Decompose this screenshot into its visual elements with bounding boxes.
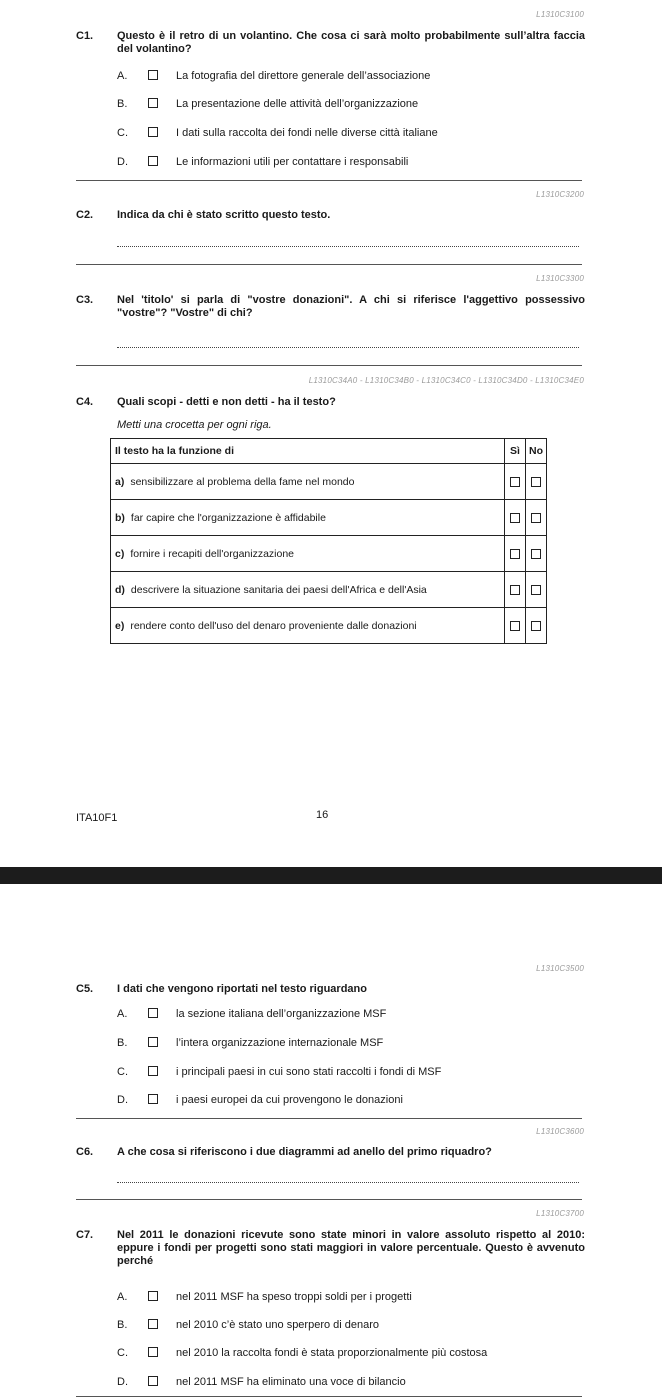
- booklet-code: ITA10F1: [76, 812, 118, 824]
- no-cell[interactable]: [526, 500, 547, 536]
- question-text: A che cosa si riferiscono i due diagrammi ad anello del primo riquadro?: [117, 1146, 492, 1158]
- option-text: l’intera organizzazione internazionale MSF: [176, 1037, 384, 1049]
- option-text: i paesi europei da cui provengono le donazioni: [176, 1094, 403, 1106]
- checkbox[interactable]: [148, 156, 158, 166]
- purpose-table: [110, 438, 547, 644]
- page-number: 16: [316, 809, 329, 821]
- answer-line[interactable]: [117, 246, 579, 247]
- option-letter: A.: [117, 70, 128, 82]
- option-text: nel 2011 MSF ha speso troppi soldi per i progetti: [176, 1291, 412, 1303]
- answer-option-c[interactable]: [0, 1066, 662, 1080]
- option-text: La presentazione delle attività dell’organizzazione: [176, 98, 419, 110]
- option-letter: D.: [117, 1094, 128, 1106]
- page-separator: [0, 867, 662, 884]
- yes-checkbox[interactable]: [510, 585, 520, 595]
- question-text: Quali scopi - detti e non detti - ha il testo?: [117, 396, 336, 408]
- question-text: I dati che vengono riportati nel testo riguardano: [117, 983, 367, 995]
- yes-cell[interactable]: [505, 608, 526, 644]
- no-checkbox[interactable]: [531, 513, 541, 523]
- item-code: L1310C3600: [536, 1127, 584, 1136]
- option-text: nel 2010 la raccolta fondi è stata proporzionalmente più costosa: [176, 1347, 488, 1359]
- checkbox[interactable]: [148, 1037, 158, 1047]
- header-yes: Sì: [505, 439, 526, 464]
- answer-option-d[interactable]: [0, 1376, 662, 1390]
- row-text: sensibilizzare al problema della fame nel mondo: [130, 475, 355, 488]
- answer-option-a[interactable]: [0, 1008, 662, 1022]
- row-text: rendere conto dell'uso del denaro proveniente dalle donazioni: [130, 619, 417, 632]
- answer-option-a[interactable]: [0, 70, 662, 84]
- yes-cell[interactable]: [505, 464, 526, 500]
- no-checkbox[interactable]: [531, 621, 541, 631]
- question-number: C3.: [76, 294, 94, 306]
- yes-checkbox[interactable]: [510, 513, 520, 523]
- section-divider: [76, 1199, 582, 1200]
- option-letter: C.: [117, 127, 128, 139]
- checkbox[interactable]: [148, 1376, 158, 1386]
- checkbox[interactable]: [148, 1319, 158, 1329]
- question-number: C2.: [76, 209, 94, 221]
- header-function: Il testo ha la funzione di: [111, 439, 505, 464]
- answer-option-d[interactable]: [0, 1094, 662, 1108]
- yes-checkbox[interactable]: [510, 549, 520, 559]
- checkbox[interactable]: [148, 1066, 158, 1076]
- yes-cell[interactable]: [505, 500, 526, 536]
- section-divider: [76, 180, 582, 181]
- no-cell[interactable]: [526, 536, 547, 572]
- question-text: Indica da chi è stato scritto questo testo.: [117, 209, 331, 221]
- table-header: [111, 439, 547, 464]
- table-row: [111, 464, 547, 500]
- question-number: C6.: [76, 1146, 94, 1158]
- question-number: C7.: [76, 1229, 94, 1241]
- item-code: L1310C34A0 - L1310C34B0 - L1310C34C0 - L1310C34D0 - L1310C34E0: [308, 376, 584, 385]
- row-statement: [111, 464, 505, 500]
- question-number: C5.: [76, 983, 94, 995]
- option-letter: B.: [117, 98, 128, 110]
- answer-line[interactable]: [117, 1182, 579, 1183]
- checkbox[interactable]: [148, 127, 158, 137]
- checkbox[interactable]: [148, 1291, 158, 1301]
- no-checkbox[interactable]: [531, 477, 541, 487]
- option-letter: B.: [117, 1319, 128, 1331]
- answer-line[interactable]: [117, 347, 579, 348]
- checkbox[interactable]: [148, 1094, 158, 1104]
- table-row: [111, 500, 547, 536]
- option-letter: B.: [117, 1037, 128, 1049]
- item-code: L1310C3100: [536, 10, 584, 19]
- option-letter: D.: [117, 1376, 128, 1388]
- question-text: Nel 'titolo' si parla di "vostre donazioni". A chi si riferisce l'aggettivo possessivo "vostre"? "Vostre" di chi?: [117, 294, 585, 319]
- option-text: i principali paesi in cui sono stati raccolti i fondi di MSF: [176, 1066, 442, 1078]
- option-letter: C.: [117, 1066, 128, 1078]
- section-divider: [76, 264, 582, 265]
- answer-option-b[interactable]: [0, 98, 662, 112]
- row-text: fornire i recapiti dell'organizzazione: [130, 547, 295, 560]
- option-text: nel 2010 c’è stato uno sperpero di denaro: [176, 1319, 380, 1331]
- no-cell[interactable]: [526, 572, 547, 608]
- yes-cell[interactable]: [505, 572, 526, 608]
- row-letter: c): [115, 547, 125, 560]
- option-letter: D.: [117, 156, 128, 168]
- row-letter: d): [115, 583, 125, 596]
- answer-option-b[interactable]: [0, 1037, 662, 1051]
- section-divider: [76, 365, 582, 366]
- no-checkbox[interactable]: [531, 549, 541, 559]
- row-letter: b): [115, 511, 125, 524]
- question-text: Questo è il retro di un volantino. Che cosa ci sarà molto probabilmente sull’altra faccia del volantino?: [117, 30, 585, 55]
- item-code: L1310C3300: [536, 274, 584, 283]
- checkbox[interactable]: [148, 70, 158, 80]
- option-text: I dati sulla raccolta dei fondi nelle diverse città italiane: [176, 127, 438, 139]
- row-letter: a): [115, 475, 125, 488]
- answer-option-b[interactable]: [0, 1319, 662, 1333]
- answer-option-c[interactable]: [0, 1347, 662, 1361]
- section-divider: [76, 1118, 582, 1119]
- checkbox[interactable]: [148, 1008, 158, 1018]
- table-row: [111, 608, 547, 644]
- option-text: La fotografia del direttore generale dell’associazione: [176, 70, 431, 82]
- booklet-page-17: [0, 884, 662, 1400]
- checkbox[interactable]: [148, 1347, 158, 1357]
- option-text: Le informazioni utili per contattare i responsabili: [176, 156, 409, 168]
- row-text: descrivere la situazione sanitaria dei paesi dell'Africa e dell'Asia: [130, 583, 427, 596]
- row-text: far capire che l'organizzazione è affidabile: [130, 511, 326, 524]
- answer-option-a[interactable]: [0, 1291, 662, 1305]
- header-no: No: [526, 439, 547, 464]
- no-checkbox[interactable]: [531, 585, 541, 595]
- option-text: la sezione italiana dell’organizzazione MSF: [176, 1008, 387, 1020]
- no-cell[interactable]: [526, 608, 547, 644]
- checkbox[interactable]: [148, 98, 158, 108]
- yes-cell[interactable]: [505, 536, 526, 572]
- item-code: L1310C3700: [536, 1209, 584, 1218]
- row-statement: [111, 500, 505, 536]
- question-number: C4.: [76, 396, 94, 408]
- section-divider: [76, 1396, 582, 1397]
- answer-option-d[interactable]: [0, 156, 662, 170]
- question-number: C1.: [76, 30, 94, 42]
- no-cell[interactable]: [526, 464, 547, 500]
- option-text: nel 2011 MSF ha eliminato una voce di bilancio: [176, 1376, 406, 1388]
- row-statement: [111, 536, 505, 572]
- yes-checkbox[interactable]: [510, 621, 520, 631]
- option-letter: A.: [117, 1291, 128, 1303]
- question-text: Nel 2011 le donazioni ricevute sono state minori in valore assoluto rispetto al 2010: eppure i fondi per progetti sono stati maggiori in valore percentuale. Questo è avvenuto perché: [117, 1229, 585, 1267]
- table-row: [111, 572, 547, 608]
- answer-option-c[interactable]: [0, 127, 662, 141]
- instruction: Metti una crocetta per ogni riga.: [117, 419, 272, 431]
- row-statement: [111, 608, 505, 644]
- option-letter: C.: [117, 1347, 128, 1359]
- row-letter: e): [115, 619, 125, 632]
- item-code: L1310C3200: [536, 190, 584, 199]
- row-statement: [111, 572, 505, 608]
- option-letter: A.: [117, 1008, 128, 1020]
- yes-checkbox[interactable]: [510, 477, 520, 487]
- table-row: [111, 536, 547, 572]
- item-code: L1310C3500: [536, 964, 584, 973]
